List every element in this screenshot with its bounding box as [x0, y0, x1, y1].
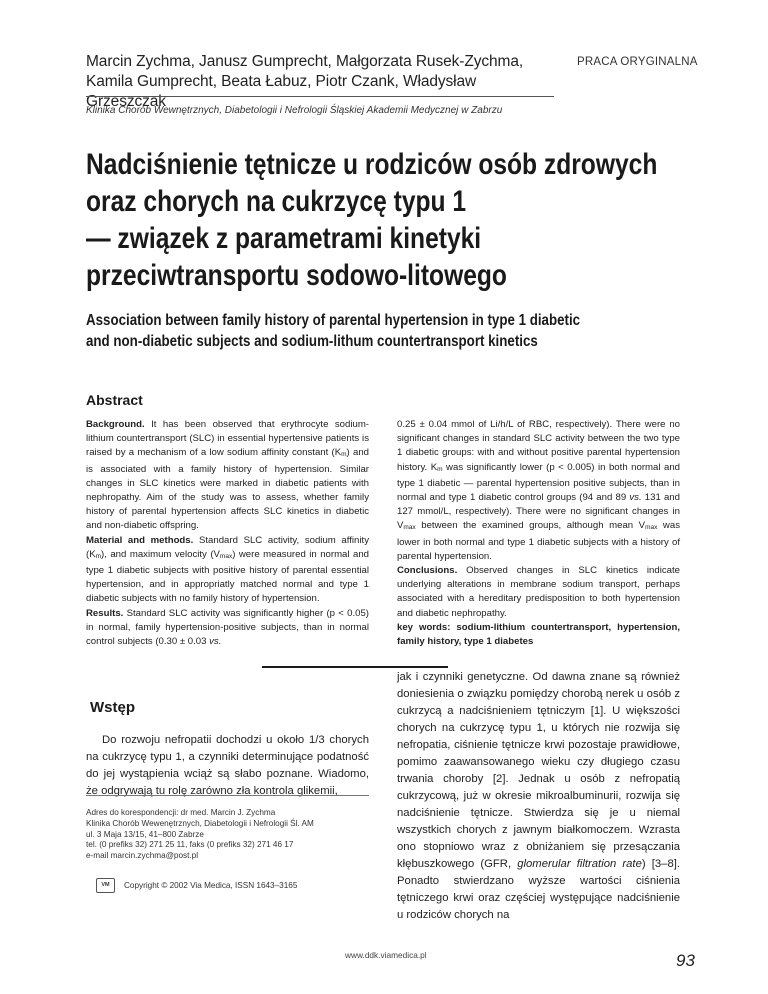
km-subscript: m [437, 465, 443, 473]
authors-line-2: Kamila Gumprecht, Beata Łabuz, Piotr Czank, Władysław Grzeszczak [86, 73, 477, 110]
subtitle-line-1: Association between family history of parental hypertension in type 1 diabetic [86, 312, 581, 329]
correspondence-line-2: Klinika Chorób Wewenętrznych, Diabetologii i Nefrologii Śl. AM [86, 818, 314, 828]
correspondence-line-3: ul. 3 Maja 13/15, 41–800 Zabrze [86, 829, 204, 839]
background-text-b: ) and is associated with a family history of hypertension. Similar changes in SLC kinetics were marked in diabetic patients with nephropathy. Aim of the study was to assess, whether family history of parental hypertension affects SLC kinetics in diabetic and non-diabetic offspring. [86, 447, 369, 532]
intro-paragraph-right [397, 669, 680, 924]
methods-label: Material and methods. [86, 534, 194, 546]
km-subscript: m [95, 552, 102, 560]
gfr-term: glomerular filtration rate [517, 858, 642, 870]
intro-right-text-b: ) [3–8]. Ponadto stwierdzano wyższe wartości ciśnienia tętniczego krwi oraz częściej występujące nadciśnienie u rodziców chorych na [397, 858, 681, 921]
header-rule [86, 96, 554, 97]
results-text-a: Standard SLC activity was significantly higher (p < 0.05) in normal, family hypertension-positive subjects, than in normal control subjects (0.30 ± 0.03 [86, 607, 369, 648]
abstract-methods [86, 534, 369, 607]
article-title-polish [86, 146, 658, 294]
conclusions-label: Conclusions. [397, 565, 458, 577]
subtitle-line-2: and non-diabetic subjects and sodium-lithum countertransport kinetics [86, 333, 538, 350]
abstract-column-right [397, 418, 680, 649]
abstract-column-left [86, 418, 369, 649]
footer-url: www.ddk.viamedica.pl [345, 950, 427, 960]
intro-paragraph-left: Do rozwoju nefropatii dochodzi u około 1/3 chorych na cukrzycę typu 1, a czynniki determinujące podatność do jej wystąpienia wciąż są słabo poznane. Wiadomo, że odgrywają tu rolę zarówno zła kontrola glikemii, [86, 734, 369, 797]
keywords-text: sodium-lithium countertransport, hypertension, family history, type 1 diabetes [397, 621, 680, 648]
article-title-english [86, 310, 688, 352]
results-text-c: was significantly lower (p < 0.005) in both normal and type 1 diabetic — parental hypertension positive subjects, than in normal and type 1 diabetic control groups (94 and 89 [397, 461, 680, 504]
intro-column-left [86, 732, 369, 800]
correspondence-block [86, 808, 369, 862]
results-label: Results. [86, 607, 124, 619]
background-label: Background. [86, 419, 145, 430]
page-number: 93 [676, 951, 695, 970]
correspondence-email: e-mail marcin.zychma@post.pl [86, 851, 199, 861]
results-text-e: between the examined groups, although mean V [415, 520, 646, 532]
author-list [86, 52, 556, 112]
abstract-results-continued [397, 418, 680, 564]
abstract-conclusions [397, 564, 680, 621]
publisher-logo-icon: VM [96, 878, 115, 893]
title-line-3: — związek z parametrami kinetyki [86, 222, 482, 255]
abstract-background [86, 418, 369, 534]
correspondence-rule [86, 795, 369, 796]
intro-right-text-a: jak i czynniki genetyczne. Od dawna znane są również doniesienia o związku pomiędzy chorobą nerek u osób z cukrzycą a nadciśnieniem tętniczym [1]. U większości chorych na cukrzycę typu 1, u których nie rozwija się nefropatia, ciśnienie tętnicze krwi pozostaje prawidłowe, pomimo zaawansowanego wieku czy długiego czasu trwania choroby [2]. Jednak u osób z nefropatią cukrzycową, już w okresie mikroalbuminurii, rozwija się nadciśnienie tętnicze. Stwierdza się je u niemal wszystkich chorych z jawnym białkomoczem. Wzrasta ono stopniowo wraz z obniżaniem się przesączania kłębuszkowego (GFR, [397, 671, 680, 870]
keywords-label: key words: [397, 621, 451, 633]
vmax-subscript: max [645, 524, 658, 532]
methods-text-b: ), and maximum velocity (V [101, 548, 220, 560]
abstract-results-start [86, 607, 369, 650]
keywords [397, 621, 680, 649]
results-text-f: was lower in both normal and type 1 diabetic subjects with a history of parental hypertension. [397, 520, 680, 562]
results-text-b: 0.25 ± 0.04 mmol of Li/h/L of RBC, respectively). There were no significant changes in standard SLC activity between the two type 1 diabetic groups: with and without positive parental hypertension history. K [397, 419, 680, 473]
copyright-line [86, 878, 369, 893]
affiliation: Klinika Chorób Wewnętrznych, Diabetologii i Nefrologii Śląskiej Akademii Medycznej w Zabrzu [86, 105, 503, 116]
section-divider [262, 666, 448, 668]
abstract-heading: Abstract [86, 392, 143, 408]
intro-column-right [397, 669, 680, 924]
title-line-1: Nadciśnienie tętnicze u rodziców osób zdrowych [86, 148, 658, 181]
background-text-a: It has been observed that erythrocyte sodium-lithium countertransport (SLC) in essential hypertensive patients is raised by a mechanism of a low sodium affinity constant (K [86, 419, 369, 459]
methods-text-a: Standard SLC activity, sodium affinity (K [86, 534, 369, 560]
results-vs: vs. [209, 636, 222, 648]
intro-heading: Wstęp [90, 699, 135, 716]
correspondence-line-1: Adres do korespondencji: dr med. Marcin J. Zychma [86, 808, 276, 817]
vmax-subscript: max [403, 524, 416, 532]
copyright-text: Copyright © 2002 Via Medica, ISSN 1643–3165 [124, 881, 298, 890]
title-line-2: oraz chorych na cukrzycę typu 1 [86, 185, 467, 218]
title-line-4: przeciwtransportu sodowo-litowego [86, 259, 507, 292]
results-text-d: 131 and 127 mmol/L, respectively). There were no significant changes in V [397, 492, 680, 532]
conclusions-text: Observed changes in SLC kinetics indicate underlying alterations in membrane sodium transport, perhaps associated with a hereditary predisposition to both hypertension and diabetic nephropathy. [397, 565, 680, 619]
km-subscript: m [341, 451, 347, 459]
vmax-subscript: max [219, 552, 233, 560]
methods-text-c: ) were measured in normal and type 1 diabetic subjects with positive history of parental essential hypertension, and in appropriatly matched normal and type 1 diabetic subjects with no family history of hypertension. [86, 548, 369, 605]
results-vs: vs. [629, 492, 642, 504]
correspondence-line-4: tel. (0 prefiks 32) 271 25 11, faks (0 prefiks 32) 271 46 17 [86, 840, 294, 850]
authors-line-1: Marcin Zychma, Janusz Gumprecht, Małgorzata Rusek-Zychma, [86, 53, 524, 70]
article-type-label: PRACA ORYGINALNA [577, 56, 698, 68]
